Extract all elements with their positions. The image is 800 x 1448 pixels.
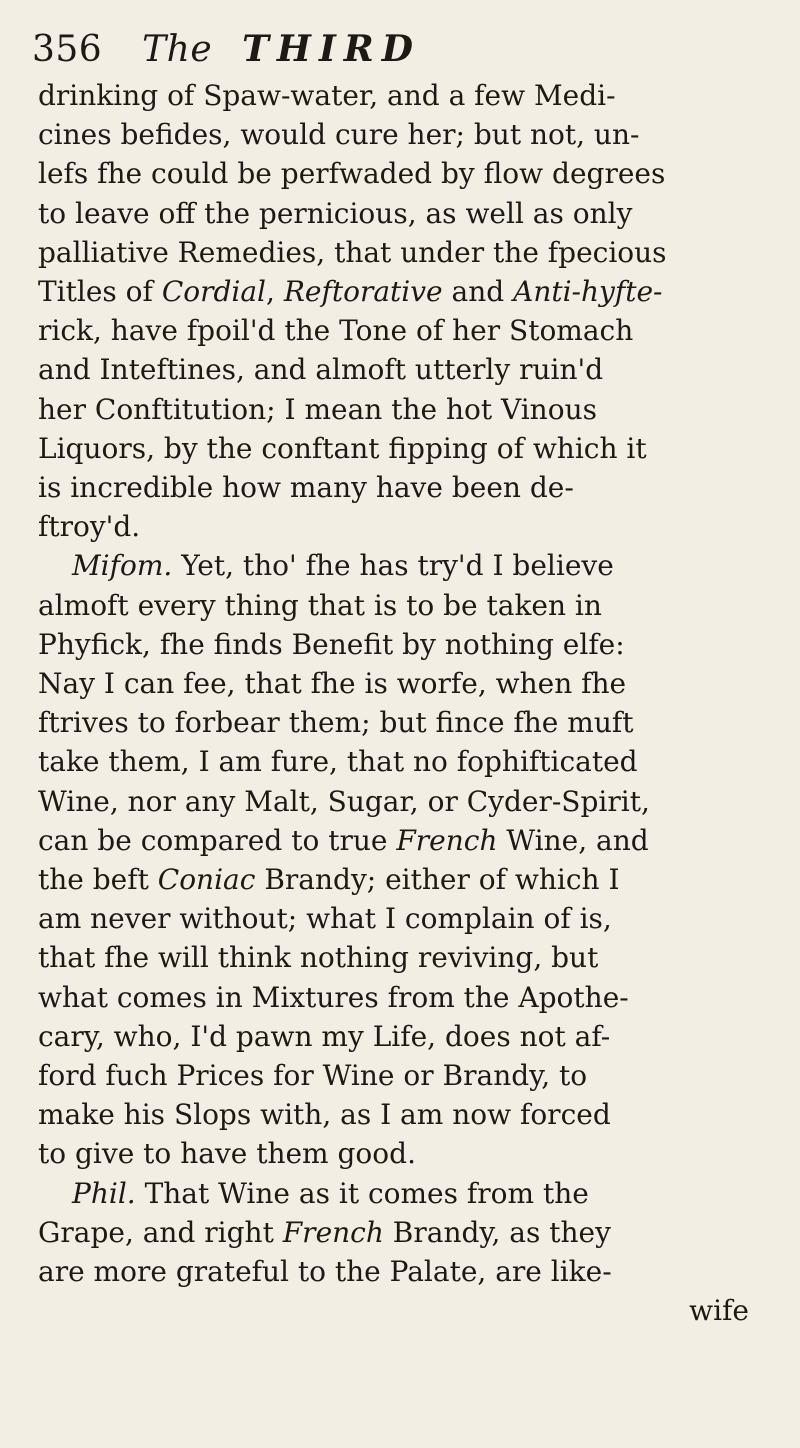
italic-word: French <box>396 823 498 857</box>
text-line: almoft every thing that is to be taken in <box>38 588 602 622</box>
text-line: and Inteftines, and almoft utterly ruin'd <box>38 353 604 387</box>
page-number: 356 <box>32 29 103 70</box>
text-line: cary, who, I'd pawn my Life, does not af- <box>38 1019 611 1053</box>
text-fragment: Titles of <box>38 275 162 309</box>
text-fragment: the beft <box>38 863 158 897</box>
text-line: her Conftitution; I mean the hot Vinous <box>38 392 597 426</box>
running-head-title: THIRD <box>242 28 421 70</box>
text-line: that fhe will think nothing reviving, but <box>38 941 599 975</box>
text-line: lefs fhe could be perfwaded by flow degrees <box>38 157 666 191</box>
page-header <box>32 28 421 70</box>
italic-word: Coniac <box>157 863 256 897</box>
text-line <box>38 860 773 899</box>
text-line <box>38 546 773 585</box>
italic-word: Cordial <box>161 275 267 309</box>
text-line: palliative Remedies, that under the fpecious <box>38 235 667 269</box>
text-fragment: Brandy, as they <box>392 1215 611 1249</box>
text-fragment: can be compared to true <box>38 823 397 857</box>
text-line: cines befides, would cure her; but not, un- <box>38 118 640 152</box>
speaker-label: Phil. <box>72 1176 136 1210</box>
running-head <box>142 29 421 70</box>
text-line: am never without; what I complain of is, <box>38 902 612 936</box>
text-fragment: Brandy; either of which I <box>264 863 620 897</box>
text-line <box>38 821 773 860</box>
text-fragment: Yet, tho' fhe has try'd I believe <box>181 549 614 583</box>
text-line: ford fuch Prices for Wine or Brandy, to <box>38 1059 588 1093</box>
text-line: are more grateful to the Palate, are like- <box>38 1255 612 1289</box>
speaker-label: Mifom. <box>72 549 173 583</box>
text-line: what comes in Mixtures from the Apothe- <box>38 980 629 1014</box>
text-fragment: That Wine as it comes from the <box>144 1176 589 1210</box>
text-line: is incredible how many have been de- <box>38 471 574 505</box>
text-line: Nay I can fee, that fhe is worfe, when fhe <box>38 667 627 701</box>
text-line <box>38 272 773 311</box>
text-line: Wine, nor any Malt, Sugar, or Cyder-Spirit, <box>38 784 650 818</box>
text-line: make his Slops with, as I am now forced <box>38 1098 611 1132</box>
text-line: ftrives to forbear them; but fince fhe muft <box>38 706 634 740</box>
text-line: take them, I am fure, that no fophifticated <box>38 745 638 779</box>
text-fragment: and <box>442 275 514 309</box>
text-line: Phyfick, fhe finds Benefit by nothing elfe: <box>38 627 625 661</box>
text-line: ftroy'd. <box>38 510 141 544</box>
italic-word: Reftorative <box>283 275 443 309</box>
catchword: wife <box>689 1294 749 1328</box>
text-line: to leave off the pernicious, as well as only <box>38 196 633 230</box>
text-line <box>38 1213 773 1252</box>
text-line: Liquors, by the conftant fipping of which it <box>38 431 647 465</box>
italic-word: French <box>282 1215 384 1249</box>
text-line: rick, have fpoil'd the Tone of her Stomach <box>38 314 634 348</box>
text-line: drinking of Spaw-water, and a few Medi- <box>38 79 616 112</box>
text-line: to give to have them good. <box>38 1137 416 1171</box>
text-line <box>38 1174 773 1213</box>
italic-word: Anti-hyfte- <box>513 275 663 309</box>
running-head-article: The <box>142 29 213 70</box>
text-fragment: , <box>266 275 284 309</box>
page-body <box>38 76 773 1331</box>
text-fragment: Wine, and <box>506 823 649 857</box>
text-fragment: Grape, and right <box>38 1215 283 1249</box>
